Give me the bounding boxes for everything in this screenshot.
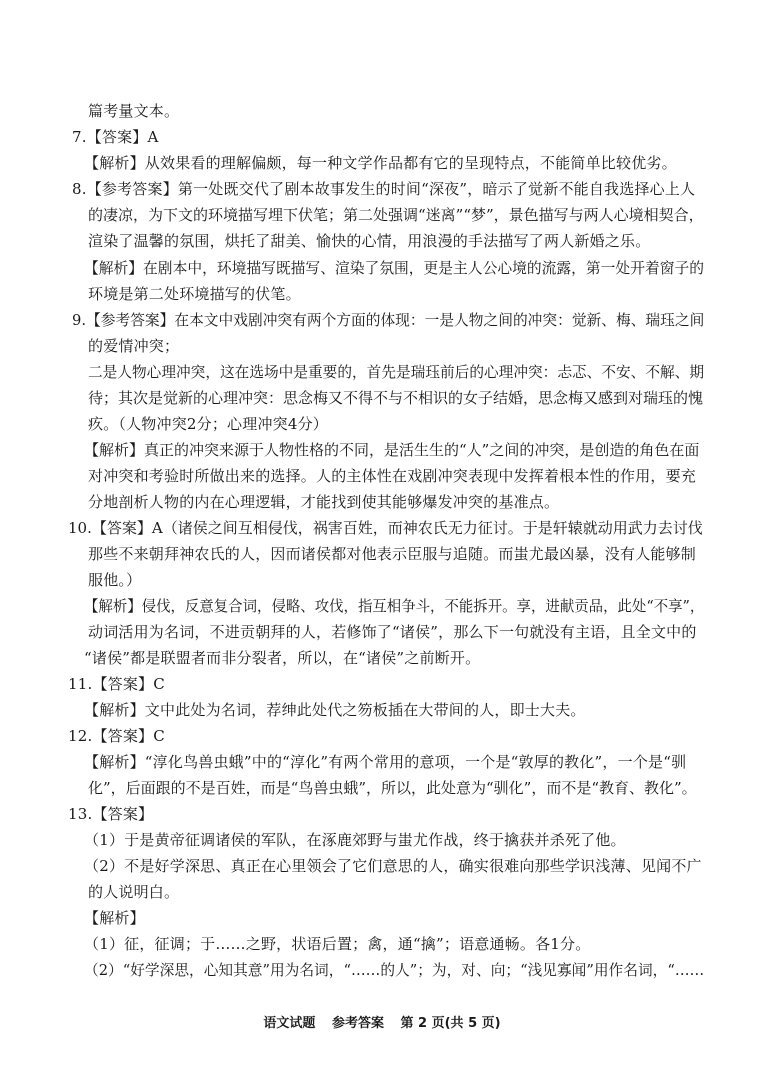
text-line: 化”，后面跟的不是百姓，而是“鸟兽虫蛾”，所以，此处意为“驯化”，而不是“教育、教化”。 — [88, 779, 697, 797]
text-line: 分地剖析人物的内在心理逻辑，才能找到使其能够爆发冲突的基准点。 — [88, 493, 560, 511]
page-footer — [0, 1012, 764, 1031]
text-line: 的爱情冲突； — [88, 337, 180, 355]
footer-page-number: 第 2 页(共 5 页) — [400, 1016, 501, 1031]
footer-subject: 语文试题 — [263, 1016, 316, 1031]
answer-line: 10.【答案】A（诸侯之间互相侵伐，祸害百姓，而神农氏无力征讨。于是轩辕就动用武力去讨伐 — [68, 519, 703, 537]
text-line: （2）“好学深思，心知其意”用为名词，“……的人”；为，对、向；“浅见寡闻”用作名词，“…… — [84, 961, 705, 979]
analysis-line: 【解析】 — [84, 909, 145, 927]
text-line: 的凄凉，为下文的环境描写埋下伏笔；第二处强调“迷离”“梦”，景色描写与两人心境相契合， — [88, 206, 704, 224]
text-line: 对冲突和考验时所做出来的选择。人的主体性在戏剧冲突表现中发挥着根本性的作用，要充 — [88, 467, 697, 485]
analysis-line: 【解析】真正的冲突来源于人物性格的不同，是活生生的“人”之间的冲突，是创造的角色在面 — [84, 441, 700, 459]
text-line: （2）不是好学深思、真正在心里领会了它们意思的人，确实很难向那些学识浅薄、见闻不广 — [84, 857, 702, 875]
analysis-line: 【解析】侵伐，反意复合词，侵略、攻伐，指互相争斗，不能拆开。享，进献贡品，此处“不享”， — [84, 597, 705, 615]
text-line: 的人说明白。 — [88, 883, 180, 901]
text-line: 渲染了温馨的氛围，烘托了甜美、愉快的心情，用浪漫的手法描写了两人新婚之乐。 — [88, 232, 651, 250]
answer-line: 12.【答案】C — [68, 727, 165, 745]
answer-line: 7.【答案】A — [72, 128, 159, 146]
analysis-line: 【解析】从效果看的理解偏颇，每一种文学作品都有它的呈现特点，不能简单比较优劣。 — [84, 154, 677, 172]
answer-line: 13.【答案】 — [68, 805, 154, 823]
text-line: （1）于是黄帝征调诸侯的军队，在涿鹿郊野与蚩尤作战，终于擒获并杀死了他。 — [84, 831, 626, 849]
answer-line: 11.【答案】C — [68, 675, 165, 693]
text-line: （1）征，征调；于……之野，状语后置；禽，通“擒”；语意通畅。各1分。 — [84, 935, 591, 953]
answer-line: 9.【参考答案】在本文中戏剧冲突有两个方面的体现：一是人物之间的冲突：觉新、梅、瑞珏之间 — [72, 311, 705, 329]
text-line: “诸侯”都是联盟者而非分裂者，所以，在“诸侯”之前断开。 — [84, 649, 481, 667]
text-line: 环境是第二处环境描写的伏笔。 — [88, 285, 301, 303]
text-line: 待；其次是觉新的心理冲突：思念梅又不得不与不相识的女子结婚，思念梅又感到对瑞珏的愧 — [88, 389, 704, 407]
text-line: 动词活用为名词，不进贡朝拜的人，若修饰了“诸侯”，那么下一句就没有主语，且全文中的 — [88, 623, 697, 641]
text-line: 疚。（人物冲突2分；心理冲突4分） — [88, 415, 328, 433]
text-line: 那些不来朝拜神农氏的人，因而诸侯都对他表示臣服与追随。而蚩尤最凶暴，没有人能够制 — [88, 545, 697, 563]
footer-section: 参考答案 — [331, 1016, 384, 1031]
analysis-line: 【解析】文中此处为名词，荐绅此处代之笏板插在大带间的人，即士大夫。 — [84, 701, 586, 719]
text-line: 篇考量文本。 — [88, 102, 180, 120]
analysis-line: 【解析】“淳化鸟兽虫蛾”中的“淳化”有两个常用的意项，一个是“敦厚的教化”，一个是“驯 — [84, 753, 687, 771]
analysis-line: 【解析】在剧本中，环境描写既描写、渲染了氛围，更是主人公心境的流露，第一处开着窗子的 — [84, 259, 705, 277]
text-line: 二是人物心理冲突，这在选场中是重要的，首先是瑞珏前后的心理冲突：忐忑、不安、不解、期 — [88, 363, 705, 381]
answer-line: 8.【参考答案】第一处既交代了剧本故事发生的时间“深夜”，暗示了觉新不能自我选择心上人 — [72, 180, 696, 198]
text-line: 服他。） — [88, 571, 142, 589]
